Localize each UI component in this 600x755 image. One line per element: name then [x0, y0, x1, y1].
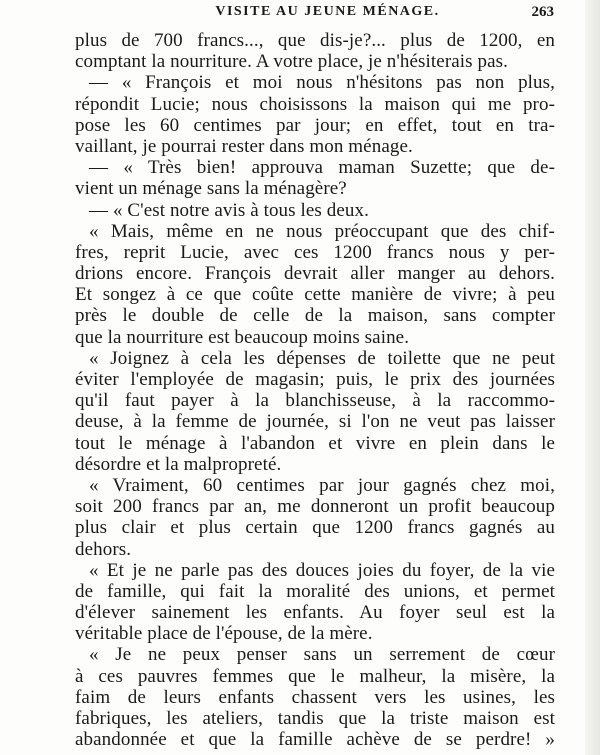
text-line-content: tout le ménage à l'abandon et vivre en plein dans le: [75, 432, 555, 454]
text-line: [75, 454, 555, 475]
page-header: [75, 4, 560, 26]
text-line-content: vaillant, je pourrai rester dans mon ménage.: [75, 135, 413, 157]
text-line-content: désordre et la malpropreté.: [75, 453, 282, 475]
text-line-content: « Vraiment, 60 centimes par jour gagnés chez moi,: [89, 474, 555, 496]
text-line-content: — « François et moi nous n'hésitons pas non plus,: [89, 72, 555, 94]
page-number: 263: [531, 4, 554, 20]
text-line-content: de famille, qui fait la moralité des unions, et permet: [75, 580, 555, 602]
text-line: [75, 729, 555, 750]
text-line-content: à ces pauvres femmes que le malheur, la misère, la: [75, 665, 555, 687]
text-line-content: vient un ménage sans la ménagère?: [75, 178, 347, 200]
text-line-content: drions encore. François devrait aller manger au dehors.: [75, 263, 555, 285]
text-line: [75, 284, 555, 305]
text-line-content: abandonnée et que la famille achève de se perdre! »: [75, 729, 555, 751]
text-line-content: « Mais, même en ne nous préoccupant que des chif-: [89, 220, 555, 242]
text-line: [75, 72, 555, 93]
text-line: [75, 305, 555, 326]
text-line-content: répondit Lucie; nous choisissons la maison qui me pro-: [75, 93, 555, 115]
text-line-content: plus clair et plus certain que 1200 francs gagnés au: [75, 517, 555, 539]
text-line: [75, 411, 555, 432]
text-line-content: « Et je ne parle pas des douces joies du foyer, de la vie: [89, 559, 555, 581]
text-line-content: qu'il faut payer à la blanchisseuse, à la raccommo-: [75, 390, 555, 412]
text-line-content: — « C'est notre avis à tous les deux.: [89, 199, 369, 221]
text-line: [75, 178, 555, 199]
body-text: [75, 30, 555, 750]
text-line: [75, 517, 555, 538]
text-line: [75, 539, 555, 560]
text-line-content: faim de leurs enfants chassent vers les usines, les: [75, 686, 555, 708]
text-line: [75, 348, 555, 369]
text-line-content: comptant la nourriture. A votre place, je n'hésiterais pas.: [75, 51, 508, 73]
text-line: [75, 242, 555, 263]
text-line: [75, 496, 555, 517]
text-line: [75, 115, 555, 136]
text-line: [75, 666, 555, 687]
text-line: [75, 433, 555, 454]
text-line-content: deuse, à la femme de journée, si l'on ne veut pas laisser: [75, 411, 555, 433]
text-line: [75, 687, 555, 708]
text-line-content: Et songez à ce que coûte cette manière de vivre; à peu: [75, 284, 555, 306]
text-line: [75, 157, 555, 178]
text-line: [75, 623, 555, 644]
text-line-content: véritable place de l'épouse, de la mère.: [75, 623, 373, 645]
text-line-content: « Joignez à cela les dépenses de toilette que ne peut: [89, 347, 555, 369]
text-line: [75, 708, 555, 729]
text-line: [75, 221, 555, 242]
text-line: [75, 475, 555, 496]
text-line-content: éviter l'employée de magasin; puis, le prix des journées: [75, 369, 555, 390]
text-line: [75, 602, 555, 623]
text-line: [75, 30, 555, 51]
text-line: [75, 560, 555, 581]
text-line: [75, 51, 555, 72]
text-line: [75, 390, 555, 411]
text-line-content: que la nourriture est beaucoup moins saine.: [75, 326, 410, 348]
text-line: [75, 369, 555, 390]
text-line-content: fabriques, les ateliers, tandis que la triste maison est: [75, 708, 555, 729]
page-edge-shadow: [585, 0, 600, 755]
text-line: [75, 263, 555, 284]
text-line: [75, 581, 555, 602]
text-line: [75, 94, 555, 115]
text-line: [75, 644, 555, 665]
text-line-content: pose les 60 centimes par jour; en effet, tout en tra-: [75, 114, 555, 136]
text-line-content: dehors.: [75, 538, 132, 560]
text-line-content: — « Très bien! approuva maman Suzette; que de-: [89, 157, 555, 179]
text-line-content: plus de 700 francs..., que dis-je?... plus de 1200, en: [75, 30, 555, 51]
text-line-content: soit 200 francs par an, me donneront un profit beaucoup: [75, 496, 555, 518]
text-line-content: « Je ne peux penser sans un serrement de cœur: [89, 644, 555, 666]
text-line: [75, 327, 555, 348]
text-line: [75, 200, 555, 221]
text-line: [75, 136, 555, 157]
text-line-content: d'élever sainement les enfants. Au foyer seul est la: [75, 602, 555, 624]
text-line-content: fres, reprit Lucie, avec ces 1200 francs nous y per-: [75, 241, 555, 263]
text-line-content: près le double de celle de la maison, sans compter: [75, 305, 555, 327]
running-title: VISITE AU JEUNE MÉNAGE.: [215, 4, 440, 19]
